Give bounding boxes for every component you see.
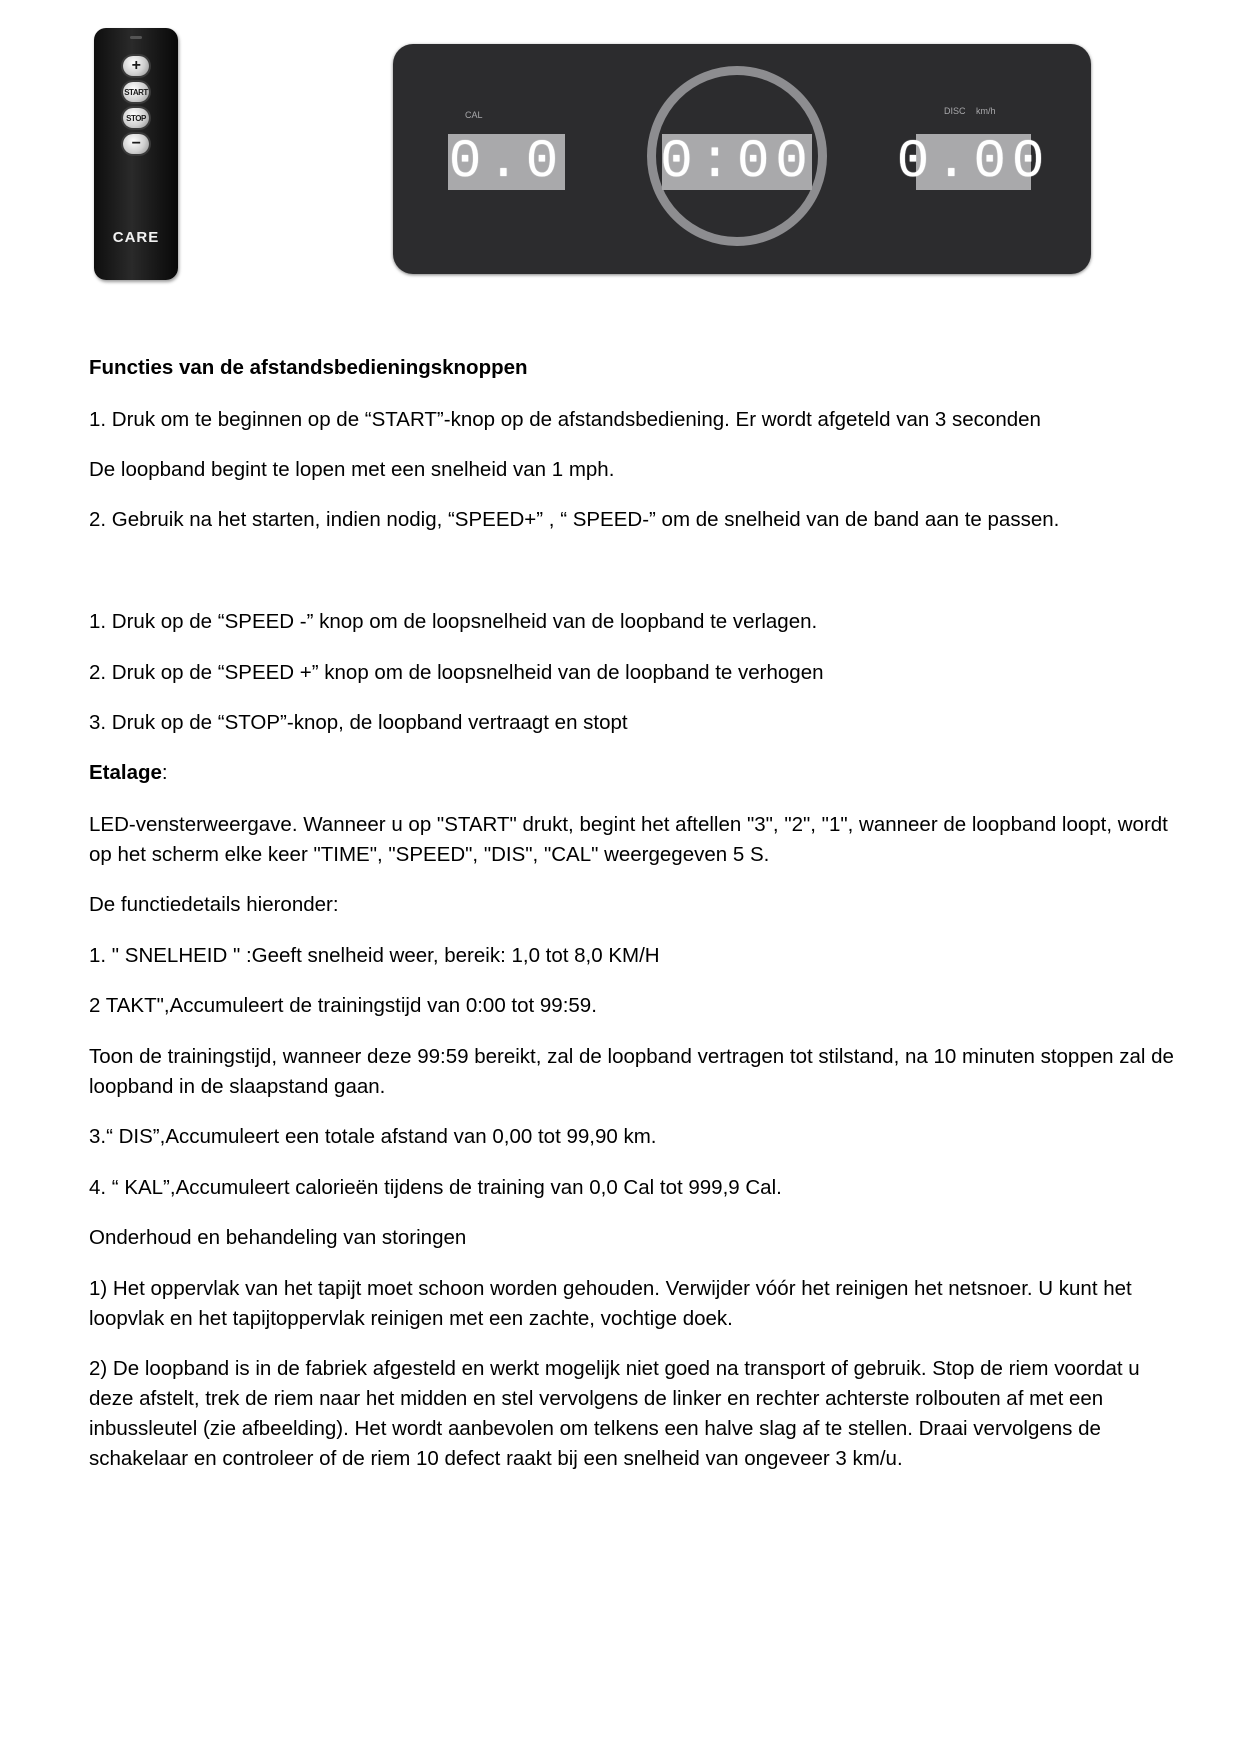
paragraph-speed-minus: 1. Druk op de “SPEED -” knop om de loopsnelheid van de loopband te verlagen. [89,610,818,633]
paragraph-speed-range: 1. " SNELHEID " :Geeft snelheid weer, bereik: 1,0 tot 8,0 KM/H [89,944,660,967]
display-panel-image [393,44,1091,274]
time-readout: 0:00 [660,131,814,193]
paragraph-maintenance-1: 1) Het oppervlak van het tapijt moet schoon worden gehouden. Verwijder vóór het reinigen het netsnoer. U kunt het loopvlak en het tapijtoppervlak reinigen met een zachte, vochtige doek. [89,1277,1132,1330]
cal-readout: 0.0 [448,131,565,193]
distance-readout: 0.00 [896,131,1051,193]
paragraph-distance-range: 3.“ DIS”,Accumuleert een totale afstand van 0,00 tot 99,90 km. [89,1125,657,1148]
remote-minus-button: − [123,134,149,154]
paragraph-time-range: 2 TAKT",Accumuleert de trainingstijd van 0:00 tot 99:59. [89,994,597,1017]
paragraph-training-time: Toon de trainingstijd, wanneer deze 99:59 bereikt, zal de loopband vertragen tot stilstand, na 10 minuten stoppen zal de loopband in de slaapstand gaan. [89,1045,1174,1098]
heading-maintenance: Onderhoud en behandeling van storingen [89,1226,467,1249]
paragraph-start: 1. Druk om te beginnen op de “START”-knop op de afstandsbediening. Er wordt afgeteld van 3 seconden [89,408,1041,431]
remote-led-slot [130,36,142,39]
heading-remote-functions: Functies van de afstandsbedieningsknoppen [89,356,528,379]
remote-control-image [94,28,178,280]
disc-label: DISC [944,106,966,116]
paragraph-speed-plus: 2. Druk op de “SPEED +” knop om de loopsnelheid van de loopband te verhogen [89,661,824,684]
paragraph-speed-1mph: De loopband begint te lopen met een snelheid van 1 mph. [89,458,615,481]
remote-start-button: START [123,82,149,102]
etalage-colon: : [161,761,168,784]
remote-stop-button: STOP [123,108,149,128]
kmh-label: km/h [976,106,996,116]
paragraph-stop: 3. Druk op de “STOP”-knop, de loopband vertraagt en stopt [89,711,628,734]
paragraph-calorie-range: 4. “ KAL”,Accumuleert calorieën tijdens de training van 0,0 Cal tot 999,9 Cal. [89,1176,782,1199]
paragraph-function-details: De functiedetails hieronder: [89,893,339,916]
etalage-heading-text: Etalage [89,761,162,784]
cal-label: CAL [465,110,483,120]
remote-brand-logo: CARE [112,229,160,246]
remote-plus-button: + [123,56,149,76]
paragraph-adjust-speed: 2. Gebruik na het starten, indien nodig, “SPEED+” , “ SPEED-” om de snelheid van de band aan te passen. [89,508,1060,531]
paragraph-led-display: LED-vensterweergave. Wanneer u op "START" drukt, begint het aftellen "3", "2", "1", wanneer de loopband loopt, wordt op het scherm elke keer "TIME", "SPEED", "DIS", "CAL" weergegeven 5 S. [89,813,1168,866]
paragraph-maintenance-2: 2) De loopband is in de fabriek afgesteld en werkt mogelijk niet goed na transport of gebruik. Stop de riem voordat u deze afstelt, trek de riem naar het midden en stel vervolgens de linker en rechter achterste rolbouten af met een inbussleutel (zie afbeelding). Het wordt aanbevolen om telkens een halve slag af te stellen. Draai vervolgens de schakelaar en controleer of de riem 10 defect raakt bij een snelheid van ongeveer 3 km/u. [89,1357,1140,1470]
heading-etalage [89,758,1179,788]
